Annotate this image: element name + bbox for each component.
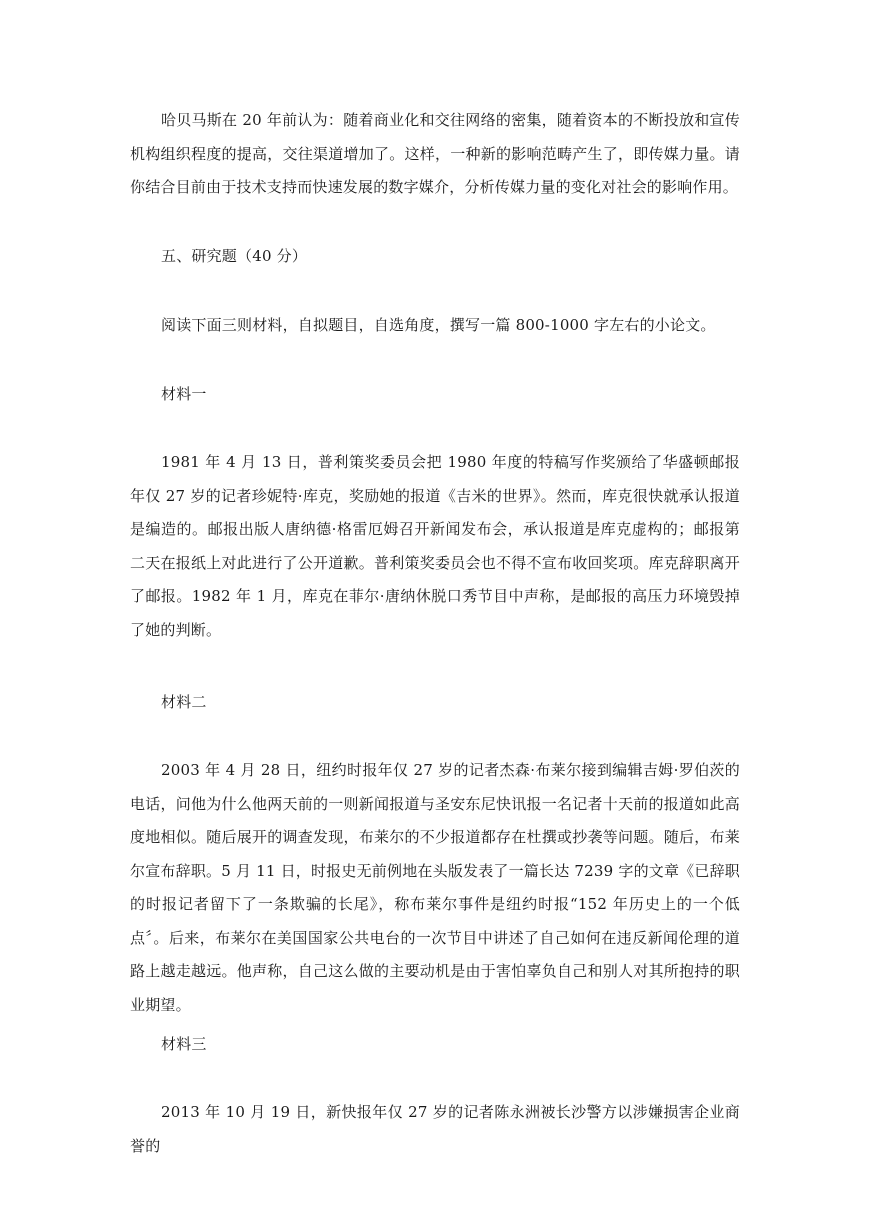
- material-3-title: 材料三: [161, 1035, 207, 1053]
- material-2-title: 材料二: [161, 693, 207, 711]
- material-3-text: 2013 年 10 月 19 日，新快报年仅 27 岁的记者陈永洲被长沙警方以涉嫌损害企业商誉的: [130, 1103, 740, 1155]
- material-1-title: 材料一: [161, 385, 207, 403]
- section-heading: 五、研究题（40 分）: [161, 247, 308, 265]
- instruction-paragraph: 阅读下面三则材料，自拟题目，自选角度，撰写一篇 800-1000 字左右的小论文。: [161, 316, 716, 334]
- intro-paragraph: 哈贝马斯在 20 年前认为：随着商业化和交往网络的密集，随着资本的不断投放和宣传机构组织程度的提高，交往渠道增加了。这样，一种新的影响范畴产生了，即传媒力量。请你结合目前由于技术支持而快速发展的数字媒介，分析传媒力量的变化对社会的影响作用。: [130, 111, 740, 196]
- material-1-text: 1981 年 4 月 13 日，普利策奖委员会把 1980 年度的特稿写作奖颁给了华盛顿邮报年仅 27 岁的记者珍妮特·库克，奖励她的报道《吉米的世界》。然而，库克很快就承认报道是编造的。邮报出版人唐纳德·格雷厄姆召开新闻发布会，承认报道是库克虚构的；邮报第二天在报纸上对此进行了公开道歉。普利策奖委员会也不得不宣布收回奖项。库克辞职离开了邮报。1982 年 1 月，库克在菲尔·唐纳休脱口秀节目中声称，是邮报的高压力环境毁掉了她的判断。: [130, 453, 740, 639]
- material-2-text: 2003 年 4 月 28 日，纽约时报年仅 27 岁的记者杰森·布莱尔接到编辑吉姆·罗伯茨的电话，问他为什么他两天前的一则新闻报道与圣安东尼快讯报一名记者十天前的报道如此高度地相似。随后展开的调查发现，布莱尔的不少报道都存在杜撰或抄袭等问题。随后，布莱尔宣布辞职。5 月 11 日，时报史无前例地在头版发表了一篇长达 7239 字的文章《已辞职的时报记者留下了一条欺骗的长尾》，称布莱尔事件是纽约时报“152 年历史上的一个低点〞。后来，布莱尔在美国国家公共电台的一次节目中讲述了自己如何在违反新闻伦理的道路上越走越远。他声称，自己这么做的主要动机是由于害怕辜负自己和别人对其所抱持的职业期望。: [130, 761, 740, 1014]
